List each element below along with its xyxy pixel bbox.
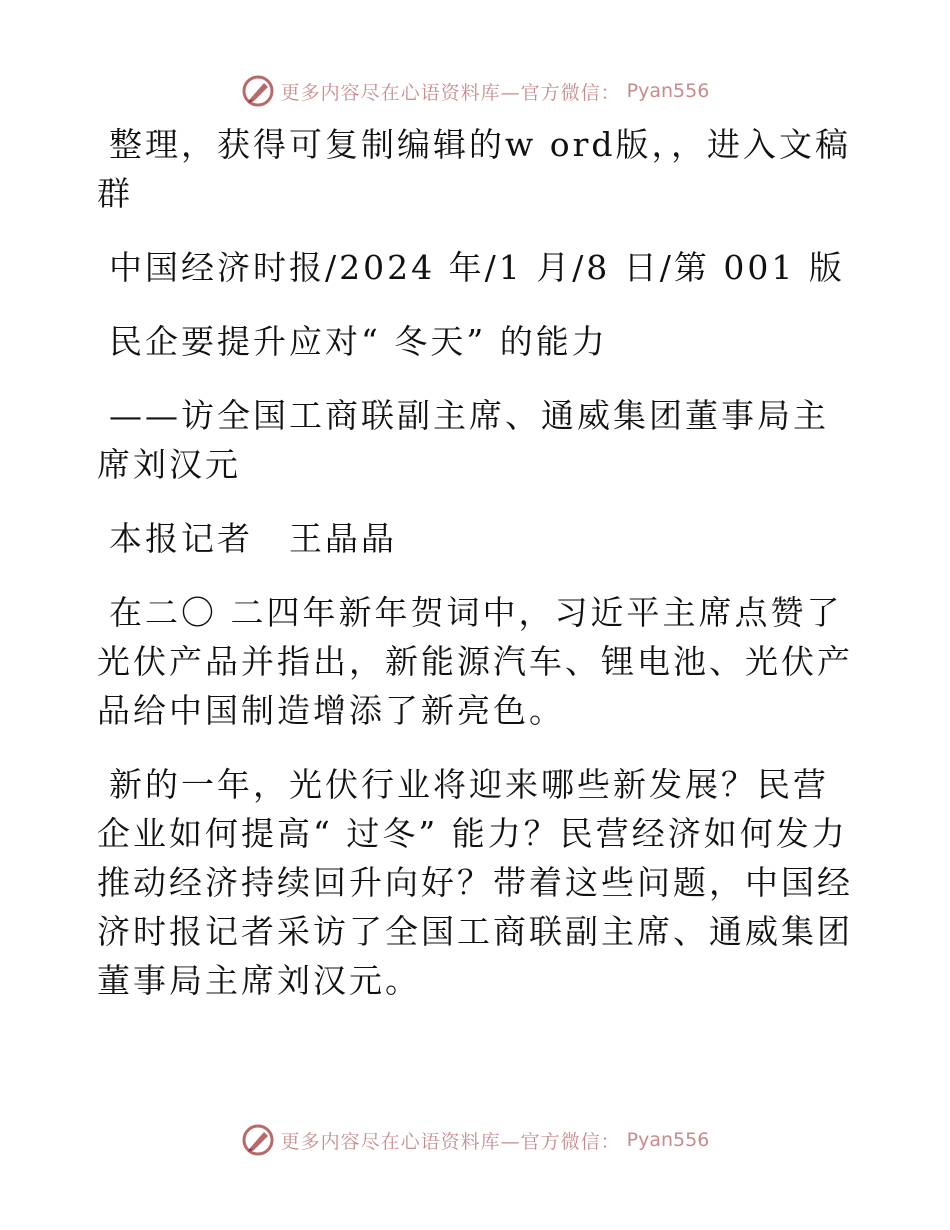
paragraph-1: 在二〇 二四年新年贺词中，习近平主席点赞了光伏产品并指出，新能源汽车、锂电池、光伏产品给中国制造增添了新亮色。 — [97, 593, 853, 730]
byline: 本报记者 王晶晶 — [109, 519, 397, 558]
article-subheadline: ——访全国工商联副主席、通威集团董事局主席刘汉元 — [97, 396, 829, 484]
paragraph-2: 新的一年，光伏行业将迎来哪些新发展？民营企业如何提高“ 过冬” 能力？民营经济如何发力推动经济持续回升向好？带着这些问题，中国经济时报记者采访了全国工商联副主席、通威集团董事局主席刘汉元。 — [97, 765, 853, 1000]
watermark-account: Pyan556 — [626, 80, 710, 102]
watermark-text: 更多内容尽在心语资料库—官方微信： — [280, 81, 621, 104]
footer-watermark — [0, 1120, 950, 1160]
header-watermark — [0, 71, 950, 111]
intro-note: 整理，获得可复制编辑的w ord版，，进入文稿群 — [97, 125, 852, 213]
article-headline: 民企要提升应对“ 冬天” 的能力 — [109, 322, 608, 361]
source-line: 中国经济时报/2024 年/1 月/8 日/第 001 版 — [109, 248, 845, 287]
watermark-text: 更多内容尽在心语资料库—官方微信： — [280, 1130, 621, 1153]
pen-logo-icon — [241, 1123, 275, 1157]
article-body — [97, 120, 857, 1030]
pen-logo-icon — [241, 74, 275, 108]
watermark-account: Pyan556 — [626, 1129, 710, 1151]
